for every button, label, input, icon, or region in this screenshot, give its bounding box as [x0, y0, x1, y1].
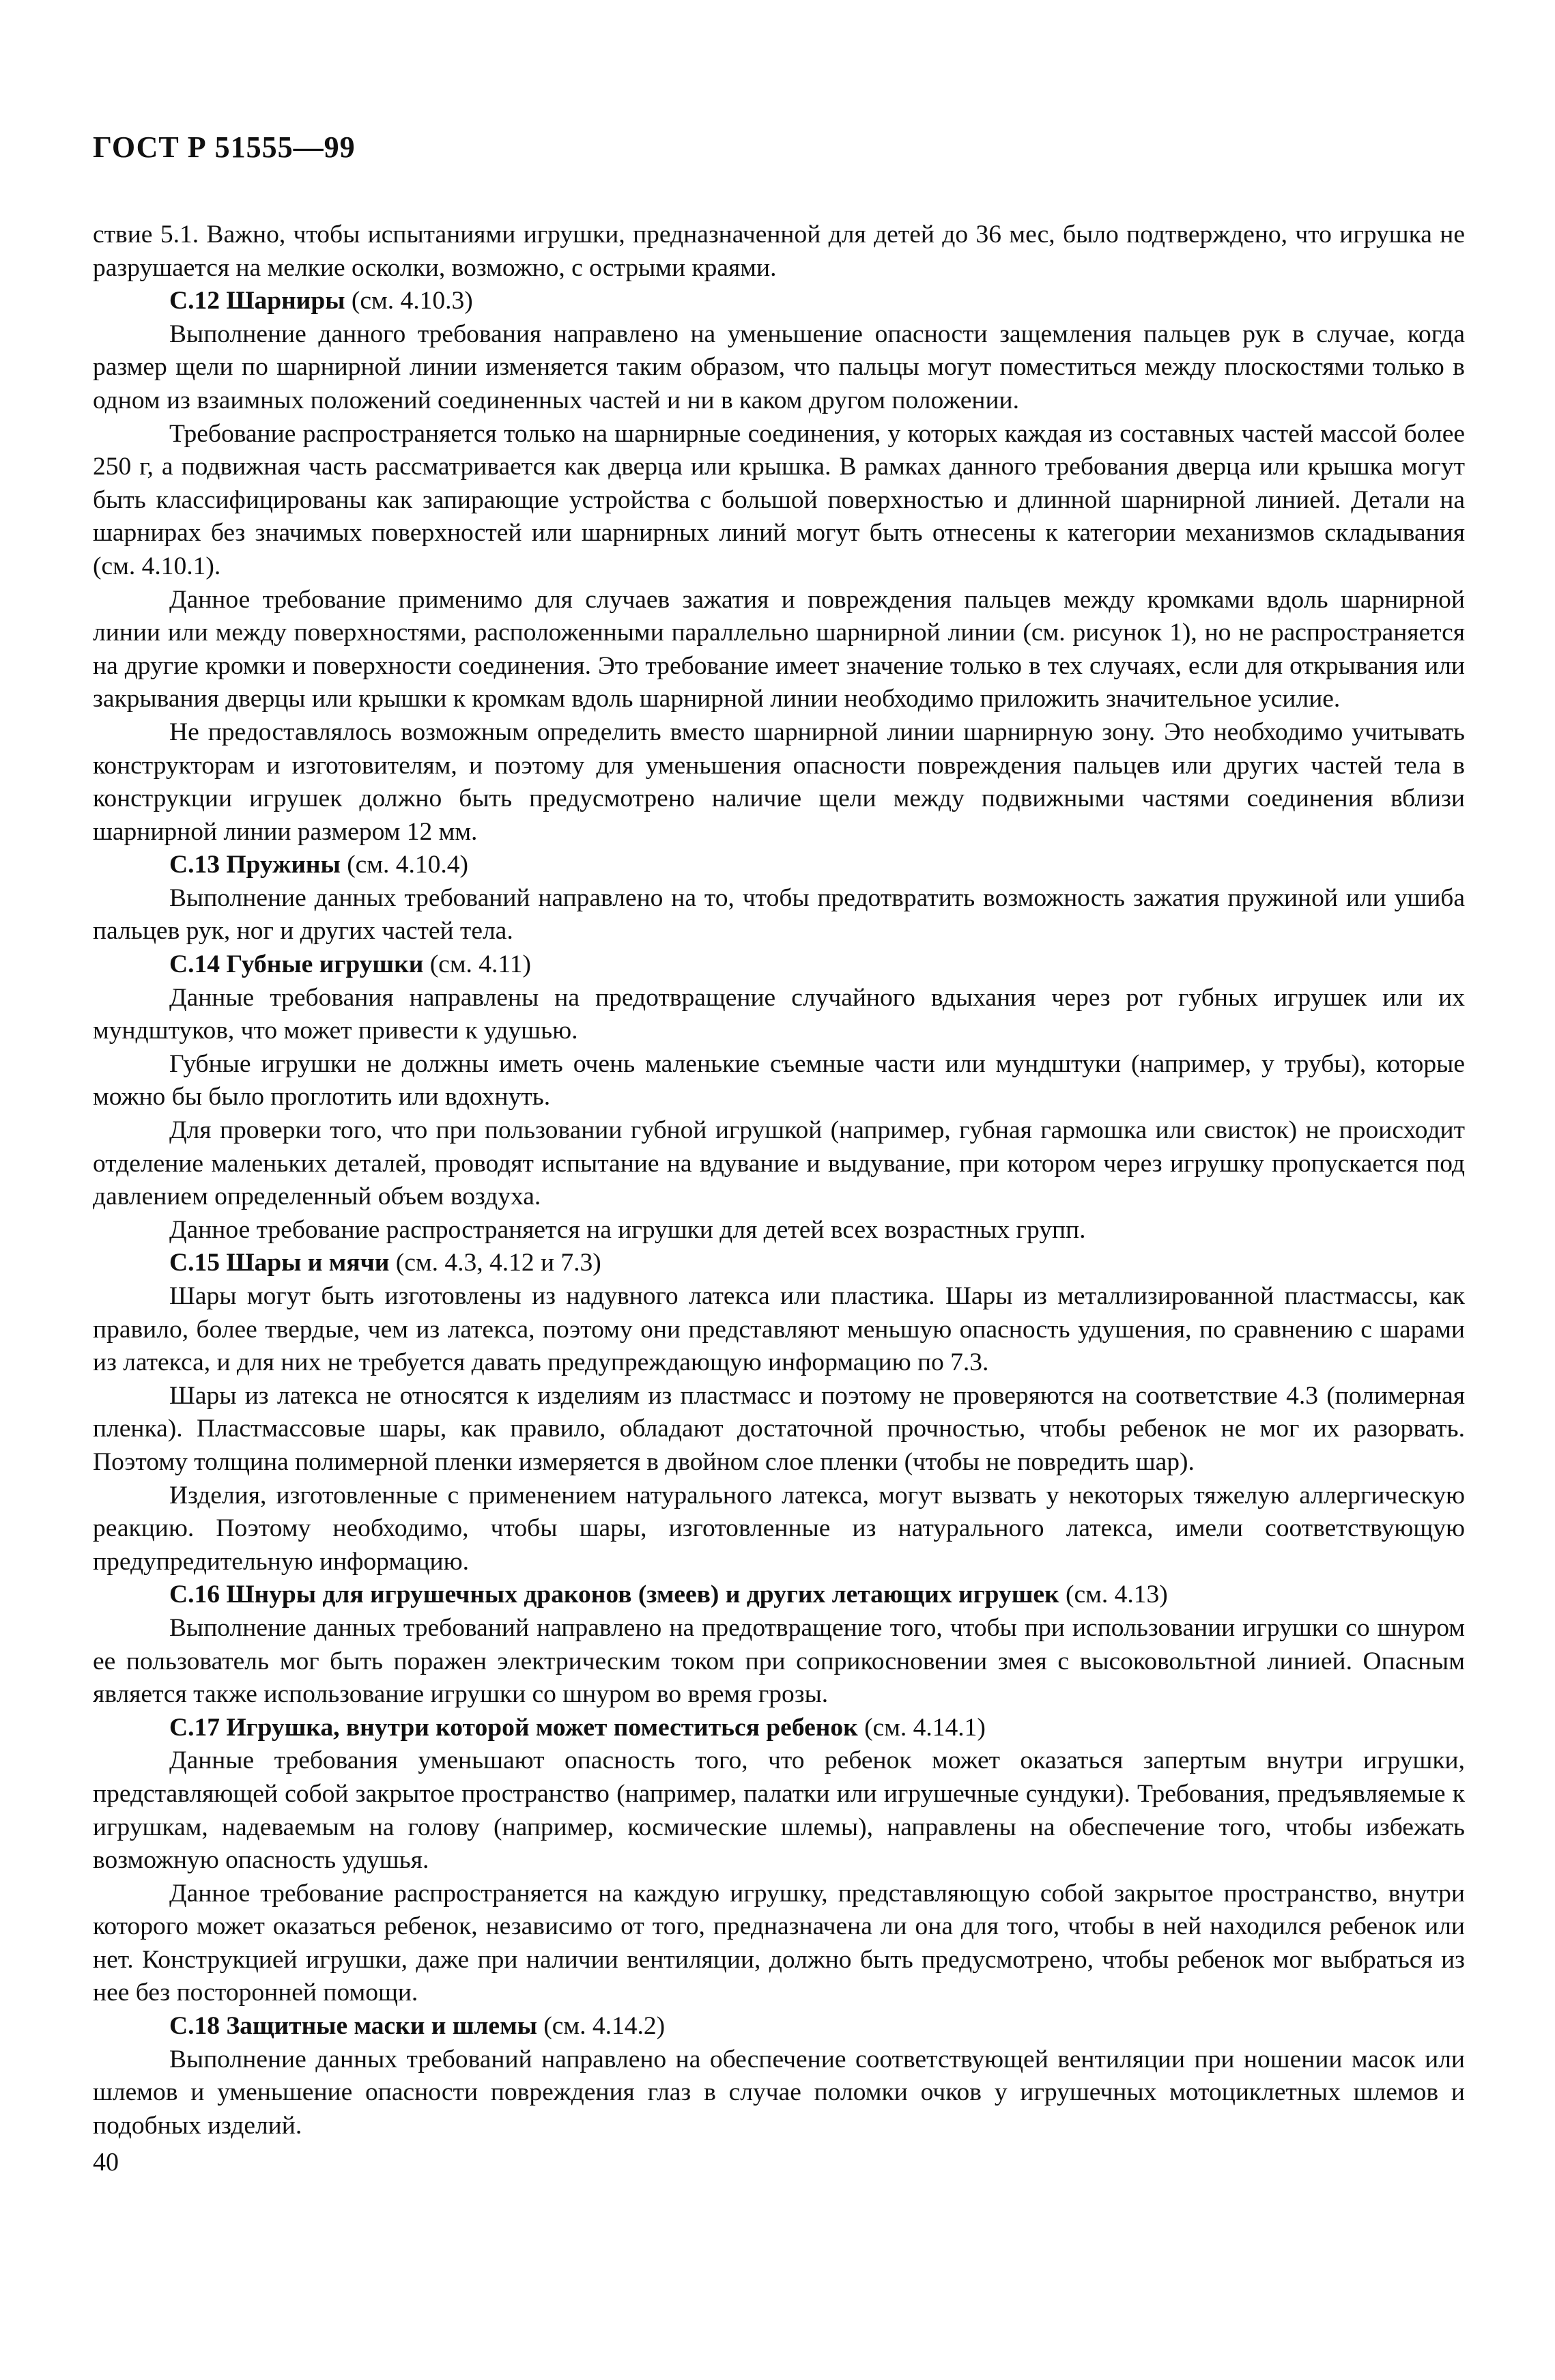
section-reference: (см. 4.10.3) [351, 287, 473, 315]
paragraph: Данные требования уменьшают опасность того, что ребенок может оказаться запертым внутри игрушки, представляющей собой закрытое пространство (например, палатки или игрушечные сундуки). Требования, предъявляемые к игрушкам, надеваемым на голову (например, космические шлемы), направлены на обеспечение того, чтобы избежать возможную опасность удушья. [93, 1746, 1465, 1875]
section-number: С.13 [169, 851, 220, 879]
section-heading [93, 948, 1465, 982]
paragraph: Данное требование применимо для случаев зажатия и повреждения пальцев между кромками вдоль шарнирной линии или между поверхностями, расположенными параллельно шарнирной линии (см. рисунок 1), но не распространяется на другие кромки и поверхности соединения. Это требование имеет значение только в тех случаях, если для открывания или закрывания дверцы или крышки к кромкам вдоль шарнирной линии необходимо приложить значительное усилие. [93, 585, 1465, 713]
section-heading [93, 285, 1465, 318]
paragraph: Выполнение данных требований направлено на то, чтобы предотвратить возможность зажатия пружиной или ушиба пальцев рук, ног и других частей тела. [93, 883, 1465, 946]
section-number: С.12 [169, 287, 220, 315]
section-number: С.17 [169, 1713, 220, 1742]
section-title: Пружины [226, 851, 341, 879]
section-title: Губные игрушки [226, 950, 424, 979]
section-heading [93, 2010, 1465, 2043]
paragraph: Шары из латекса не относятся к изделиям из пластмасс и поэтому не проверяются на соответствие 4.3 (полимерная пленка). Пластмассовые шары, как правило, обладают достаточной прочностью, чтобы ребенок не мог их разорвать. Поэтому толщина полимерной пленки измеряется в двойном слое пленки (чтобы не повредить шар). [93, 1381, 1465, 1476]
paragraph: Изделия, изготовленные с применением натурального латекса, могут вызвать у некоторых тяжелую аллергическую реакцию. Поэтому необходимо, чтобы шары, изготовленные из натурального латекса, имели соответствующую предупредительную информацию. [93, 1481, 1465, 1576]
section-heading [93, 1578, 1465, 1612]
section-reference: (см. 4.14.2) [543, 2012, 666, 2041]
page-number: 40 [93, 2148, 119, 2177]
section-title: Шарниры [226, 287, 345, 315]
section-reference: (см. 4.3, 4.12 и 7.3) [395, 1249, 601, 1277]
section-title: Игрушка, внутри которой может поместиться ребенок [226, 1713, 858, 1742]
paragraph: Губные игрушки не должны иметь очень маленькие съемные части или мундштуки (например, у трубы), которые можно бы было проглотить или вдохнуть. [93, 1049, 1465, 1111]
section-title: Защитные маски и шлемы [226, 2012, 537, 2041]
section-number: С.18 [169, 2012, 220, 2041]
paragraph: Выполнение данного требования направлено на уменьшение опасности защемления пальцев рук в случае, когда размер щели по шарнирной линии изменяется таким образом, что пальцы могут поместиться между плоскостями только в одном из взаимных положений соединенных частей и ни в каком другом положении. [93, 320, 1465, 414]
document-body [93, 218, 1465, 2142]
paragraph: ствие 5.1. Важно, чтобы испытаниями игрушки, предназначенной для детей до 36 мес, было подтверждено, что игрушка не разрушается на мелкие осколки, возможно, с острыми краями. [93, 221, 1465, 282]
paragraph: Шары могут быть изготовлены из надувного латекса или пластика. Шары из металлизированной пластмассы, как правило, более твердые, чем из латекса, поэтому они представляют меньшую опасность удушения, по сравнению с шарами из латекса, и для них не требуется давать предупреждающую информацию по 7.3. [93, 1282, 1465, 1377]
paragraph: Данное требование распространяется на каждую игрушку, представляющую собой закрытое пространство, внутри которого может оказаться ребенок, независимо от того, предназначена ли она для того, чтобы в ней находился ребенок или нет. Конструкцией игрушки, даже при наличии вентиляции, должно быть предусмотрено, чтобы ребенок мог выбраться из нее без посторонней помощи. [93, 1879, 1465, 2007]
section-heading [93, 1712, 1465, 1745]
section-number: С.15 [169, 1249, 220, 1277]
paragraph: Выполнение данных требований направлено на предотвращение того, чтобы при использовании игрушки со шнуром ее пользователь мог быть поражен электрическим током при соприкосновении змея с высоковольтной линией. Опасным является также использование игрушки со шнуром во время грозы. [93, 1613, 1465, 1709]
section-number: С.16 [169, 1581, 220, 1609]
section-reference: (см. 4.11) [429, 950, 532, 979]
section-heading [93, 1247, 1465, 1280]
paragraph: Данные требования направлены на предотвращение случайного вдыхания через рот губных игрушек или их мундштуков, что может привести к удушью. [93, 983, 1465, 1045]
paragraph: Требование распространяется только на шарнирные соединения, у которых каждая из составных частей массой более 250 г, а подвижная часть рассматривается как дверца или крышка. В рамках данного требования дверца или крышка могут быть классифицированы как запирающие устройства с большой поверхностью и длинной шарнирной линией. Детали на шарнирах без значимых поверхностей или шарнирных линий могут быть отнесены к категории механизмов складывания (см. 4.10.1). [93, 419, 1465, 580]
section-title: Шнуры для игрушечных драконов (змеев) и других летающих игрушек [226, 1581, 1059, 1609]
section-reference: (см. 4.14.1) [864, 1713, 986, 1742]
document-header: ГОСТ Р 51555—99 [93, 130, 356, 164]
paragraph: Выполнение данных требований направлено на обеспечение соответствующей вентиляции при ношении масок или шлемов и уменьшение опасности повреждения глаз в случае поломки очков у игрушечных мотоциклетных шлемов и подобных изделий. [93, 2045, 1465, 2140]
section-heading [93, 849, 1465, 882]
section-reference: (см. 4.10.4) [347, 851, 469, 879]
paragraph: Не предоставлялось возможным определить вместо шарнирной линии шарнирную зону. Это необходимо учитывать конструкторам и изготовителям, и поэтому для уменьшения опасности повреждения пальцев или других частей тела в конструкции игрушек должно быть предусмотрено наличие щели между подвижными частями соединения вблизи шарнирной линии размером 12 мм. [93, 718, 1465, 846]
paragraph: Для проверки того, что при пользовании губной игрушкой (например, губная гармошка или свисток) не происходит отделение маленьких деталей, проводят испытание на вдувание и выдувание, при котором через игрушку пропускается под давлением определенный объем воздуха. [93, 1116, 1465, 1211]
paragraph: Данное требование распространяется на игрушки для детей всех возрастных групп. [169, 1215, 1086, 1244]
section-number: С.14 [169, 950, 220, 979]
section-title: Шары и мячи [226, 1249, 390, 1277]
section-reference: (см. 4.13) [1066, 1581, 1168, 1609]
